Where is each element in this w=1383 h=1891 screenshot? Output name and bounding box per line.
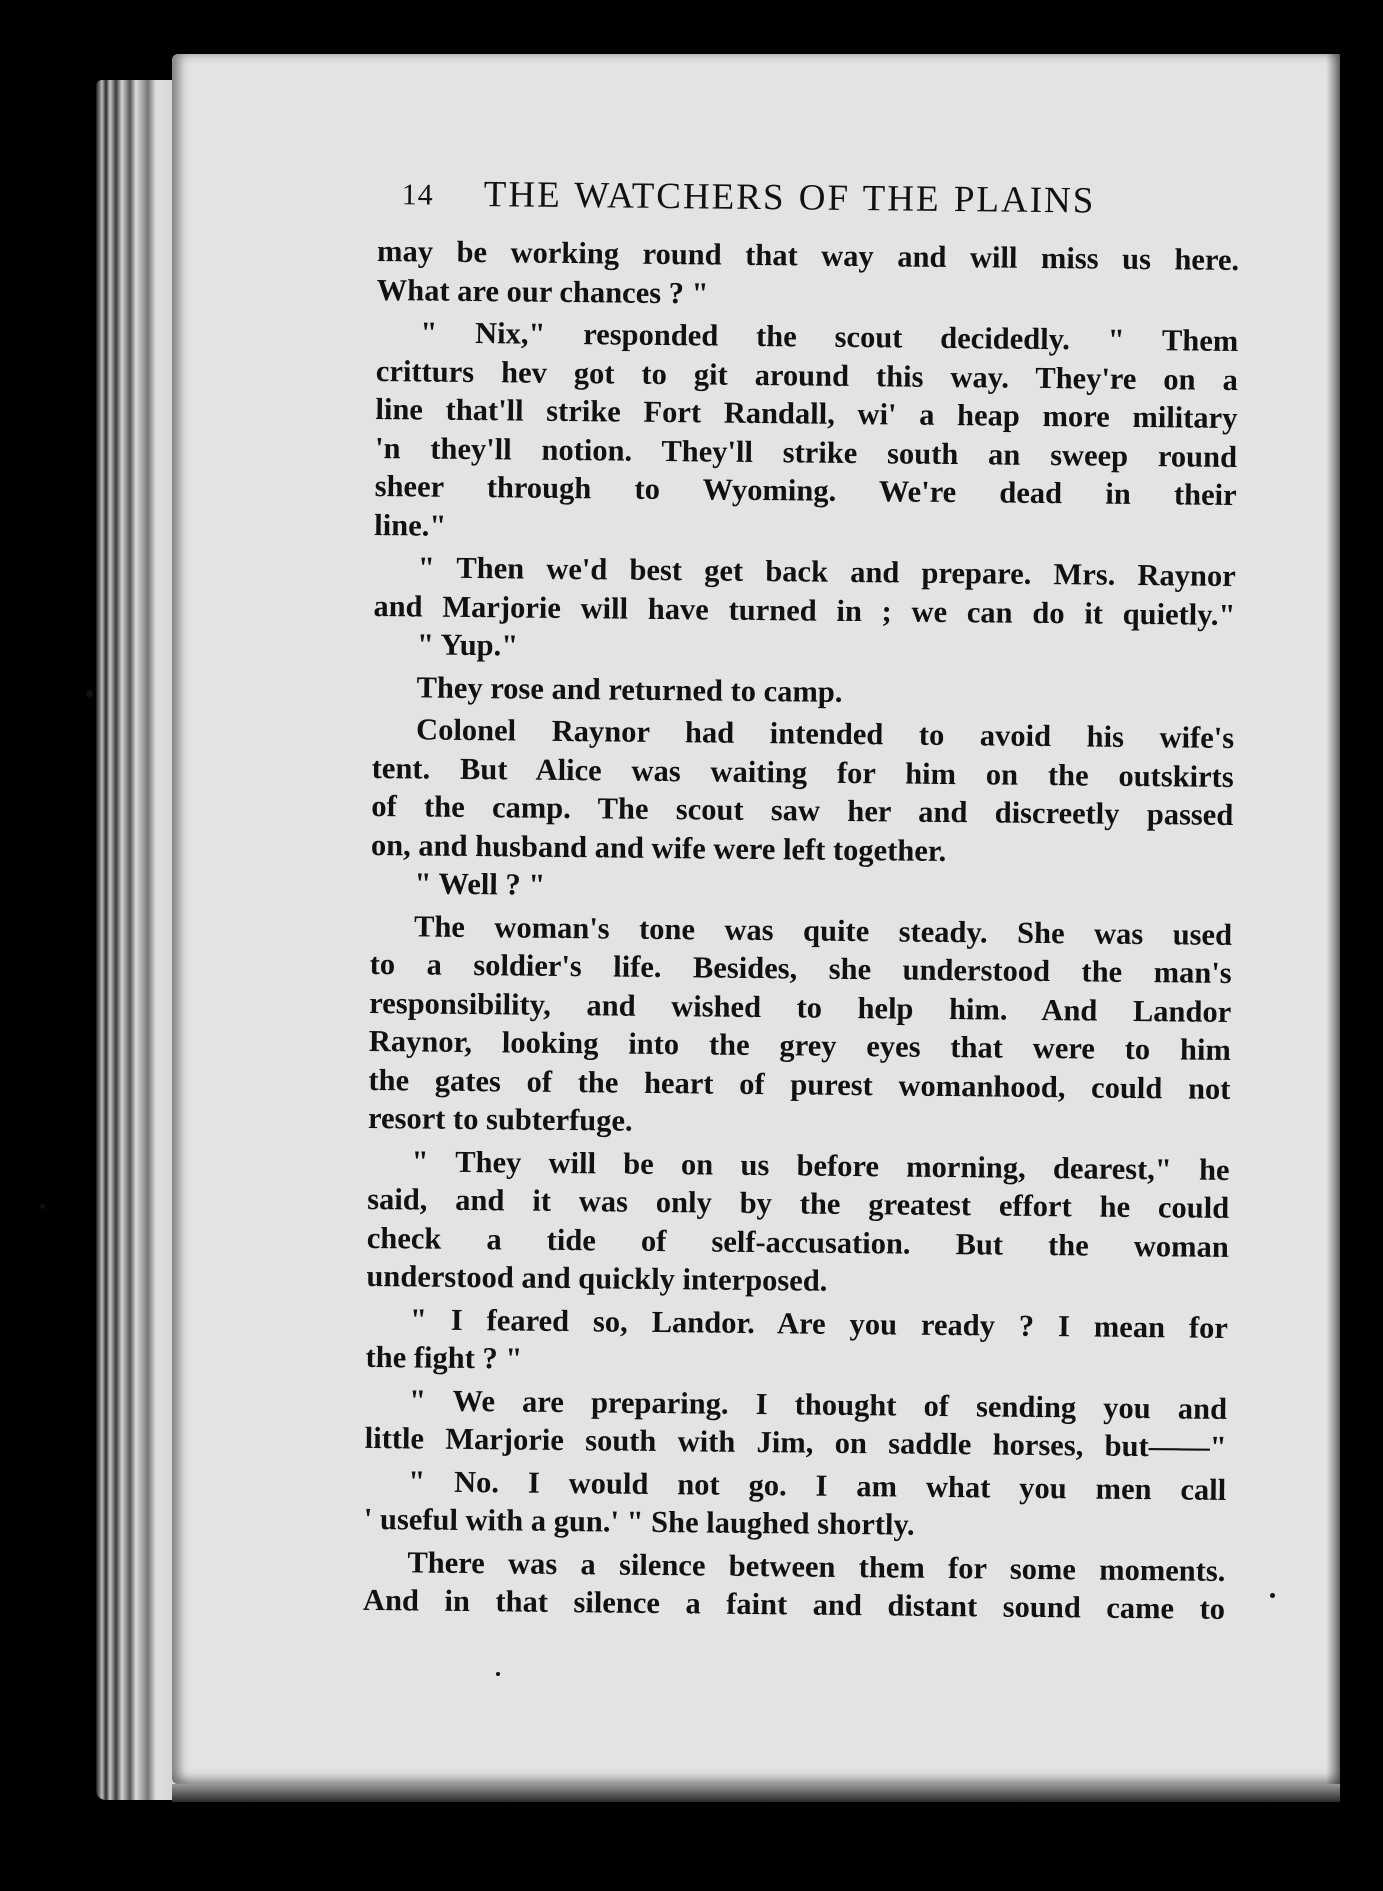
text-line: There was a silence between them for some moments. — [407, 1544, 1226, 1588]
text-line: " Then we'd best get back and prepare. Mrs. Raynor — [417, 550, 1236, 594]
text-line: 'n they'll notion. They'll strike south an sweep round — [374, 430, 1238, 474]
text-line: " I feared so, Landor. Are you ready ? I mean for — [409, 1301, 1229, 1345]
text-line: may be working round that way and will miss us here. — [376, 233, 1240, 278]
text-line: check a tide of self-accusation. But the woman — [366, 1220, 1229, 1264]
text-line: understood and quickly interposed. — [366, 1258, 828, 1298]
text-line: line that'll strike Fort Randall, wi' a heap more military — [375, 391, 1238, 436]
body-text — [363, 232, 1239, 1628]
text-line: ' useful with a gun.' " She laughed shortly. — [363, 1501, 915, 1542]
running-head — [378, 170, 1240, 223]
running-title: THE WATCHERS OF THE PLAINS — [483, 174, 1096, 222]
text-line: " Yup." — [416, 627, 519, 663]
text-line: The woman's tone was quite steady. She was used — [413, 908, 1233, 952]
page-number: 14 — [401, 178, 434, 212]
text-line: Raynor, looking into the grey eyes that were to him — [368, 1023, 1232, 1067]
text-line: responsibility, and wished to help him. And Landor — [369, 985, 1232, 1029]
text-line: to a soldier's life. Besides, she understood the man's — [369, 946, 1232, 990]
page-gutter-shadow — [1326, 54, 1340, 1784]
text-line: on, and husband and wife were left together. — [370, 827, 947, 868]
scan-speck — [40, 1204, 45, 1209]
text-line: And in that silence a faint and distant sound came to — [362, 1582, 1226, 1626]
text-line: resort to subterfuge. — [367, 1100, 633, 1138]
scan-speck — [1270, 1593, 1275, 1598]
text-line: critturs hev got to git around this way. They're on a — [375, 353, 1239, 397]
scan-speck — [86, 690, 93, 697]
text-line: What are our chances ? " — [376, 272, 709, 310]
page-bottom-edge — [172, 1784, 1340, 1802]
text-line: They rose and returned to camp. — [416, 669, 843, 709]
text-line: tent. But Alice was waiting for him on the outskirts — [371, 750, 1234, 794]
text-line: little Marjorie south with Jim, on saddle horses, but——" — [364, 1420, 1227, 1464]
text-line: Colonel Raynor had intended to avoid his wife's — [415, 712, 1235, 755]
text-line: and Marjorie will have turned in ; we can do it quietly." — [373, 588, 1236, 632]
text-line: " Well ? " — [414, 866, 546, 902]
text-line: line." — [374, 507, 447, 543]
text-line: the gates of the heart of purest womanhood, could not — [368, 1062, 1231, 1106]
text-line: " We are preparing. I thought of sending you and — [408, 1382, 1228, 1426]
page-text-block — [363, 170, 1240, 1628]
text-line: " Nix," responded the scout decidedly. " Them — [420, 315, 1239, 359]
text-line: sheer through to Wyoming. We're dead in their — [374, 468, 1237, 513]
text-line: " They will be on us before morning, dearest," he — [411, 1143, 1230, 1187]
text-line: the fight ? " — [365, 1339, 523, 1376]
scan-speck — [496, 1672, 500, 1676]
text-line: said, and it was only by the greatest effort he could — [367, 1181, 1230, 1225]
text-line: of the camp. The scout saw her and discreetly passed — [371, 788, 1234, 832]
text-line: " No. I would not go. I am what you men call — [408, 1463, 1227, 1507]
